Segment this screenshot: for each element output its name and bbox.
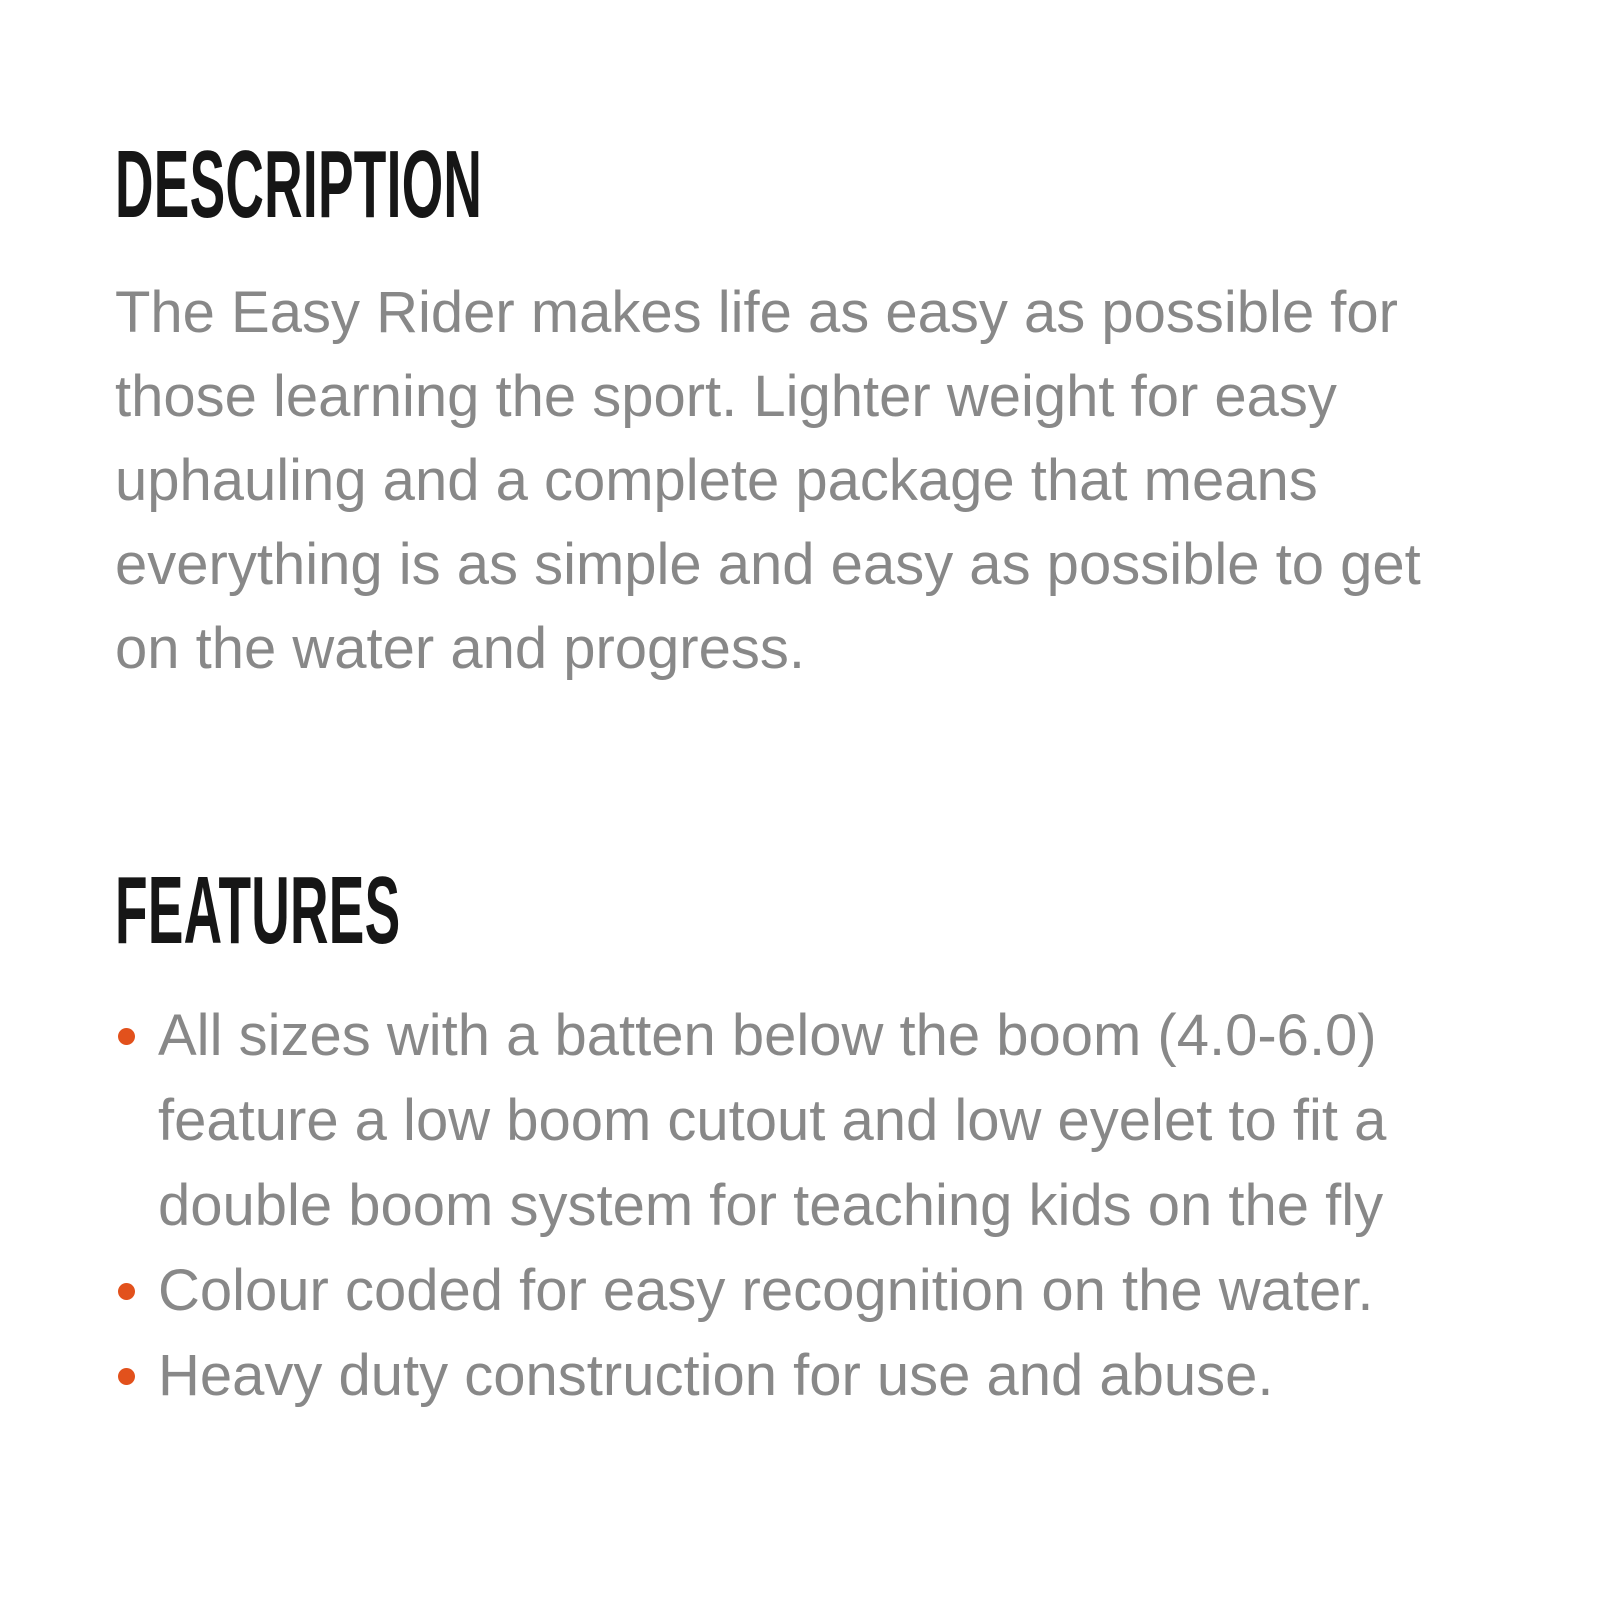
- feature-text: Colour coded for easy recognition on the water.: [158, 1258, 1374, 1323]
- feature-text: All sizes with a batten below the boom (4.0-6.0) feature a low boom cutout and low eyelet to fit a double boom system for teaching kids on the fly: [158, 1003, 1387, 1238]
- bullet-icon: [118, 1283, 135, 1300]
- bullet-icon: [118, 1028, 135, 1045]
- bullet-icon: [118, 1368, 135, 1385]
- description-section: [115, 131, 1600, 691]
- feature-list-item: [115, 1248, 1455, 1333]
- features-list: [115, 993, 1455, 1418]
- features-section: [115, 857, 1600, 1418]
- features-heading: FEATURES: [115, 857, 401, 964]
- description-paragraph: The Easy Rider makes life as easy as possible for those learning the sport. Lighter weight for easy uphauling and a complete package that means everything is as simple and easy as possible to get on the water and progress.: [115, 280, 1421, 681]
- feature-list-item: [115, 993, 1455, 1248]
- description-heading: DESCRIPTION: [115, 131, 483, 238]
- feature-list-item: [115, 1333, 1455, 1418]
- feature-text: Heavy duty construction for use and abuse.: [158, 1343, 1274, 1408]
